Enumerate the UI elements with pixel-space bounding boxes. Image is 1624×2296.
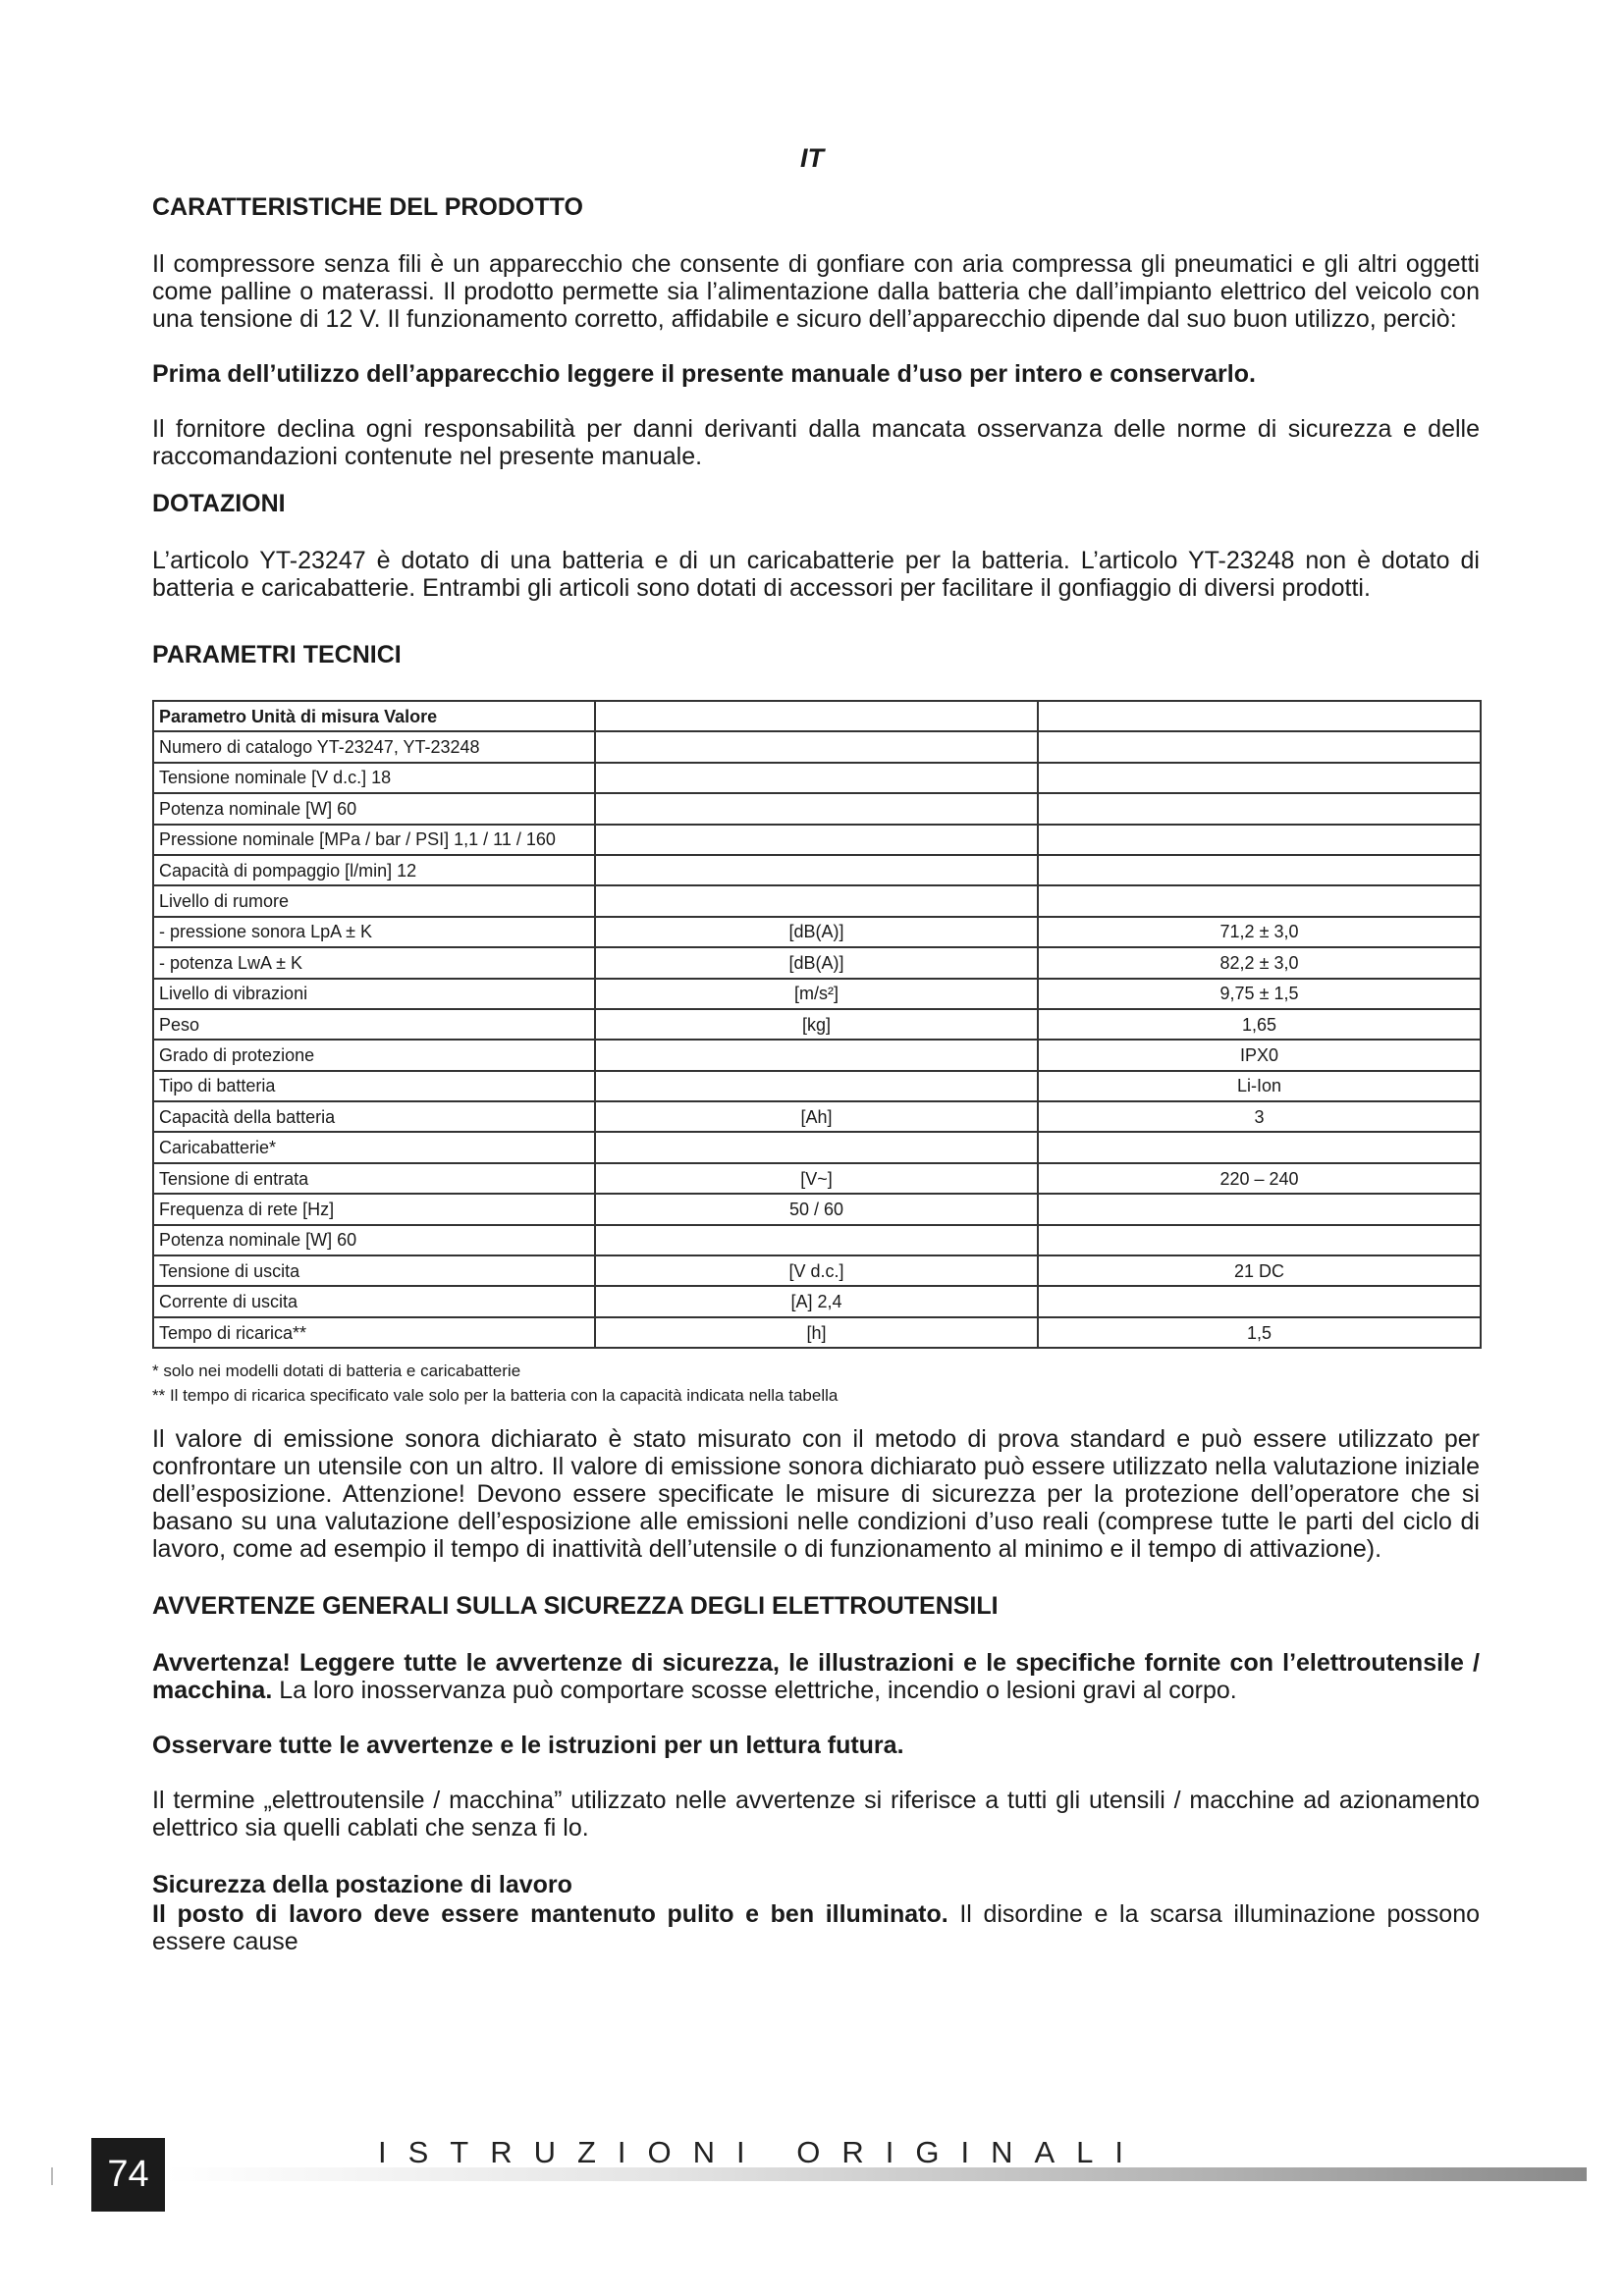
param-label: Tensione nominale [V d.c.] 18 [153, 763, 595, 793]
param-unit [595, 763, 1038, 793]
param-label: Tipo di batteria [153, 1071, 595, 1101]
param-label: Tensione di entrata [153, 1163, 595, 1194]
param-unit [595, 731, 1038, 762]
table-row [153, 1163, 1481, 1194]
section-title-dotazioni: DOTAZIONI [152, 490, 286, 517]
param-value: 21 DC [1038, 1255, 1481, 1286]
param-label: Livello di vibrazioni [153, 979, 595, 1009]
footer-title: ISTRUZIONI ORIGINALI [378, 2135, 1146, 2169]
param-label: Parametro Unità di misura Valore [153, 701, 595, 731]
param-label: Pressione nominale [MPa / bar / PSI] 1,1 / 11 / 160 [153, 825, 595, 855]
param-unit: [V~] [595, 1163, 1038, 1194]
table-row [153, 947, 1481, 978]
paragraph-emission: Il valore di emissione sonora dichiarato è stato misurato con il metodo di prova standard e può essere utilizzato per confrontare un utensile con un altro. Il valore di emissione sonora dichiarato può essere utilizzato nella valutazione iniziale dell’esposizione. Attenzione! Devono essere specificate le misure di sicurezza per la protezione dell’operatore che si basano su una valutazione dell’esposizione alle emissioni nelle condizioni d’uso reali (comprese tutte le parti del ciclo di lavoro, come ad esempio il tempo di inattività dell’utensile o di funzionamento al minimo e il tempo di attivazione). [152, 1425, 1480, 1564]
table-row [153, 917, 1481, 947]
param-unit: [kg] [595, 1009, 1038, 1040]
param-unit [595, 793, 1038, 824]
paragraph-term: Il termine „elettroutensile / macchina” utilizzato nelle avvertenze si riferisce a tutti gli utensili / macchine ad azionamento elettrico sia quelli cablati che senza fi lo. [152, 1787, 1480, 1842]
param-label: Livello di rumore [153, 885, 595, 916]
param-unit: 50 / 60 [595, 1194, 1038, 1224]
table-row [153, 1040, 1481, 1070]
param-value: 220 – 240 [1038, 1163, 1481, 1194]
table-row [153, 855, 1481, 885]
param-value [1038, 1286, 1481, 1316]
warning-text: La loro inosservanza può comportare scosse elettriche, incendio o lesioni gravi al corpo. [272, 1677, 1237, 1705]
param-unit [595, 1071, 1038, 1101]
param-value [1038, 1194, 1481, 1224]
param-unit: [m/s²] [595, 979, 1038, 1009]
footnote-battery: * solo nei modelli dotati di batteria e caricabatterie [152, 1362, 521, 1381]
paragraph-disclaimer: Il fornitore declina ogni responsabilità per danni derivanti dalla mancata osservanza delle norme di sicurezza e delle raccomandazioni contenute nel presente manuale. [152, 415, 1480, 470]
warning-bold: Avvertenza! Leggere tutte le avvertenze di sicurezza, le illustrazioni e le specifiche fornite con l’elettroutensile / macchina. [152, 1649, 1480, 1705]
table-row [153, 1286, 1481, 1316]
param-label: Capacità di pompaggio [l/min] 12 [153, 855, 595, 885]
param-unit: [dB(A)] [595, 947, 1038, 978]
paragraph-dotazioni: L’articolo YT-23247 è dotato di una batteria e di un caricabatterie per la batteria. L’articolo YT-23248 non è dotato di batteria e caricabatterie. Entrambi gli articoli sono dotati di accessori per facilitare il gonfiaggio di diversi prodotti. [152, 547, 1480, 602]
param-label: Peso [153, 1009, 595, 1040]
param-label: Capacità della batteria [153, 1101, 595, 1132]
paragraph-workplace [152, 1900, 1480, 1955]
param-unit [595, 1040, 1038, 1070]
param-value [1038, 855, 1481, 885]
param-label: Caricabatterie* [153, 1132, 595, 1162]
section-title-avvertenze: AVVERTENZE GENERALI SULLA SICUREZZA DEGLI ELETTROUTENSILI [152, 1592, 999, 1621]
param-label: - potenza LwA ± K [153, 947, 595, 978]
param-label: Tempo di ricarica** [153, 1317, 595, 1348]
param-label: Tensione di uscita [153, 1255, 595, 1286]
section-title-caratteristiche: CARATTERISTICHE DEL PRODOTTO [152, 193, 583, 221]
param-value [1038, 885, 1481, 916]
table-row [153, 763, 1481, 793]
param-value: IPX0 [1038, 1040, 1481, 1070]
param-label: Potenza nominale [W] 60 [153, 1225, 595, 1255]
table-row [153, 825, 1481, 855]
table-row [153, 1132, 1481, 1162]
param-unit [595, 1225, 1038, 1255]
table-row [153, 701, 1481, 731]
param-value [1038, 731, 1481, 762]
workplace-text: Il disordine e la scarsa illuminazione possono essere cause [152, 1900, 1481, 1956]
footer-tick [51, 2167, 53, 2185]
technical-parameters-table [152, 700, 1482, 1349]
workplace-bold: Il posto di lavoro deve essere mantenuto pulito e ben illuminato. [152, 1900, 948, 1929]
param-unit: [h] [595, 1317, 1038, 1348]
table-row [153, 731, 1481, 762]
param-value [1038, 1132, 1481, 1162]
param-value: 9,75 ± 1,5 [1038, 979, 1481, 1009]
param-value [1038, 793, 1481, 824]
param-unit [595, 701, 1038, 731]
footnote-charge-time: ** Il tempo di ricarica specificato vale solo per la batteria con la capacità indicata nella tabella [152, 1386, 839, 1406]
param-unit [595, 825, 1038, 855]
param-value [1038, 763, 1481, 793]
language-code: IT [800, 143, 824, 173]
param-label: Numero di catalogo YT-23247, YT-23248 [153, 731, 595, 762]
paragraph-warning [152, 1649, 1480, 1704]
param-label: - pressione sonora LpA ± K [153, 917, 595, 947]
param-label: Corrente di uscita [153, 1286, 595, 1316]
param-unit: [V d.c.] [595, 1255, 1038, 1286]
param-value [1038, 1225, 1481, 1255]
param-label: Frequenza di rete [Hz] [153, 1194, 595, 1224]
subsection-title-workplace: Sicurezza della postazione di lavoro [152, 1871, 572, 1899]
table-row [153, 1009, 1481, 1040]
table-row [153, 1071, 1481, 1101]
table-row [153, 1317, 1481, 1348]
param-value: 3 [1038, 1101, 1481, 1132]
table-row [153, 793, 1481, 824]
param-unit [595, 855, 1038, 885]
param-value [1038, 701, 1481, 731]
paragraph-intro: Il compressore senza fili è un apparecchio che consente di gonfiare con aria compressa gli pneumatici e gli altri oggetti come palline o materassi. Il prodotto permette sia l’alimentazione dalla batteria che dall’impianto elettrico del veicolo con una tensione di 12 V. Il funzionamento corretto, affidabile e sicuro dell’apparecchio dipende dal suo buon utilizzo, perciò: [152, 250, 1480, 333]
param-label: Grado di protezione [153, 1040, 595, 1070]
param-unit: [A] 2,4 [595, 1286, 1038, 1316]
table-row [153, 979, 1481, 1009]
param-label: Potenza nominale [W] 60 [153, 793, 595, 824]
param-unit: [Ah] [595, 1101, 1038, 1132]
paragraph-observe: Osservare tutte le avvertenze e le istruzioni per un lettura futura. [152, 1732, 904, 1760]
paragraph-read-manual: Prima dell’utilizzo dell’apparecchio leggere il presente manuale d’uso per intero e conservarlo. [152, 360, 1256, 388]
param-value: 82,2 ± 3,0 [1038, 947, 1481, 978]
page-number: 74 [91, 2138, 165, 2212]
table-row [153, 1255, 1481, 1286]
section-title-parametri: PARAMETRI TECNICI [152, 641, 402, 668]
param-value: 1,5 [1038, 1317, 1481, 1348]
table-row [153, 1194, 1481, 1224]
param-value: 71,2 ± 3,0 [1038, 917, 1481, 947]
param-unit [595, 885, 1038, 916]
page-content [152, 191, 1480, 1955]
table-row [153, 1101, 1481, 1132]
param-unit [595, 1132, 1038, 1162]
table-row [153, 885, 1481, 916]
param-value [1038, 825, 1481, 855]
param-value: 1,65 [1038, 1009, 1481, 1040]
table-row [153, 1225, 1481, 1255]
param-value: Li-Ion [1038, 1071, 1481, 1101]
param-unit: [dB(A)] [595, 917, 1038, 947]
